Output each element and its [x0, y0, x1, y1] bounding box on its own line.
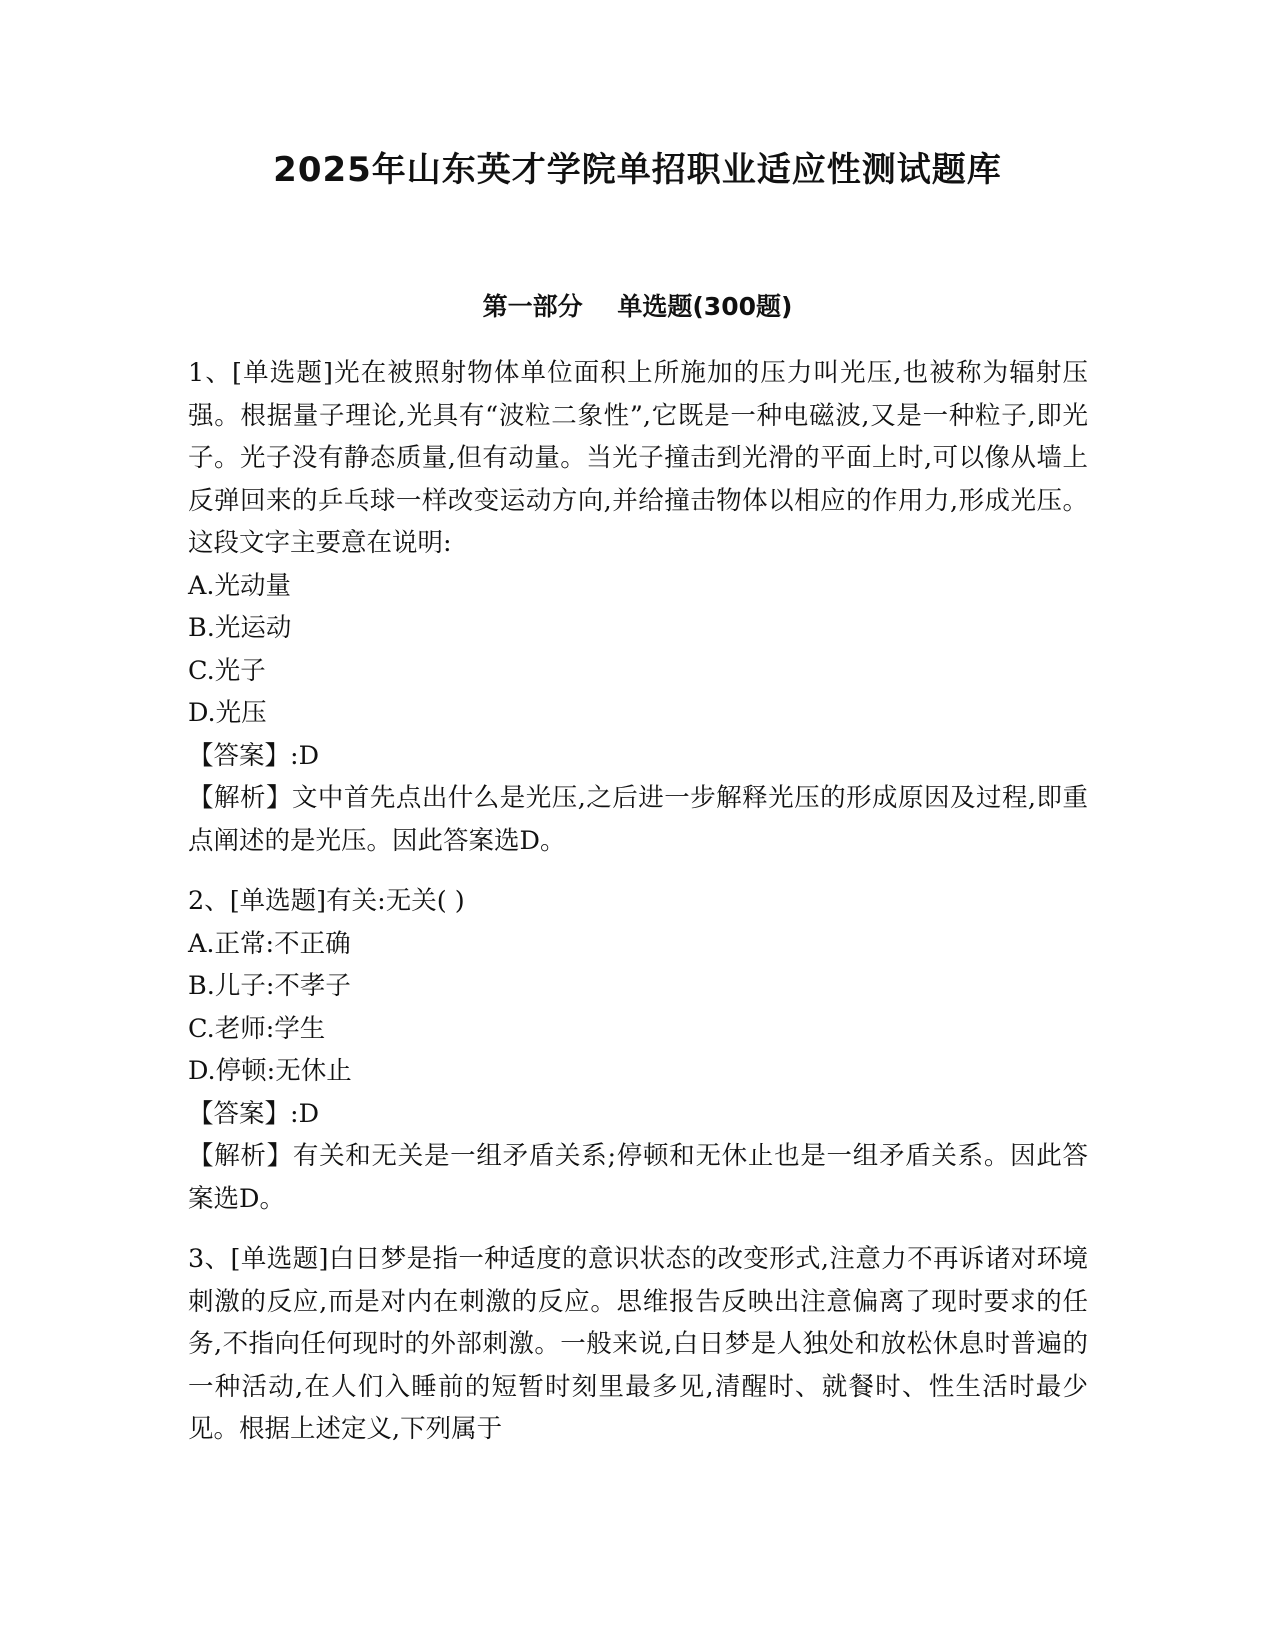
question-stem: 1、[单选题]光在被照射物体单位面积上所施加的压力叫光压,也被称为辐射压强。根据量子理论,光具有“波粒二象性”,它既是一种电磁波,又是一种粒子,即光子。光子没有静态质量,但有动量。当光子撞击到光滑的平面上时,可以像从墙上反弹回来的乒乓球一样改变运动方向,并给撞击物体以相应的作用力,形成光压。这段文字主要意在说明:: [188, 358, 1088, 558]
answer: 【答案】:D: [188, 1098, 320, 1129]
section-title: 第一部分 单选题(300题): [482, 292, 793, 321]
option-b: B.儿子:不孝子: [188, 971, 351, 1001]
document-title: 2025年山东英才学院单招职业适应性测试题库: [273, 150, 1002, 190]
question-2: [188, 880, 1088, 1220]
option-c: C.老师:学生: [188, 1013, 326, 1044]
option-a: A.正常:不正确: [188, 928, 351, 959]
option-a: A.光动量: [188, 570, 292, 601]
question-stem: 2、[单选题]有关:无关( ): [188, 886, 465, 916]
question-1: [188, 352, 1088, 862]
option-d: D.光压: [188, 698, 267, 728]
option-d: D.停顿:无休止: [188, 1056, 352, 1086]
explanation: 【解析】文中首先点出什么是光压,之后进一步解释光压的形成原因及过程,即重点阐述的是光压。因此答案选D。: [188, 783, 1088, 856]
option-b: B.光运动: [188, 613, 292, 643]
question-3: [188, 1238, 1088, 1451]
question-list: [188, 352, 1088, 1469]
question-stem: 3、[单选题]白日梦是指一种适度的意识状态的改变形式,注意力不再诉诸对环境刺激的反应,而是对内在刺激的反应。思维报告反映出注意偏离了现时要求的任务,不指向任何现时的外部刺激。一般来说,白日梦是人独处和放松休息时普遍的一种活动,在人们入睡前的短暂时刻里最多见,清醒时、就餐时、性生活时最少见。根据上述定义,下列属于: [188, 1244, 1088, 1444]
answer: 【答案】:D: [188, 740, 320, 771]
option-c: C.光子: [188, 655, 266, 686]
explanation: 【解析】有关和无关是一组矛盾关系;停顿和无休止也是一组矛盾关系。因此答案选D。: [188, 1141, 1088, 1214]
